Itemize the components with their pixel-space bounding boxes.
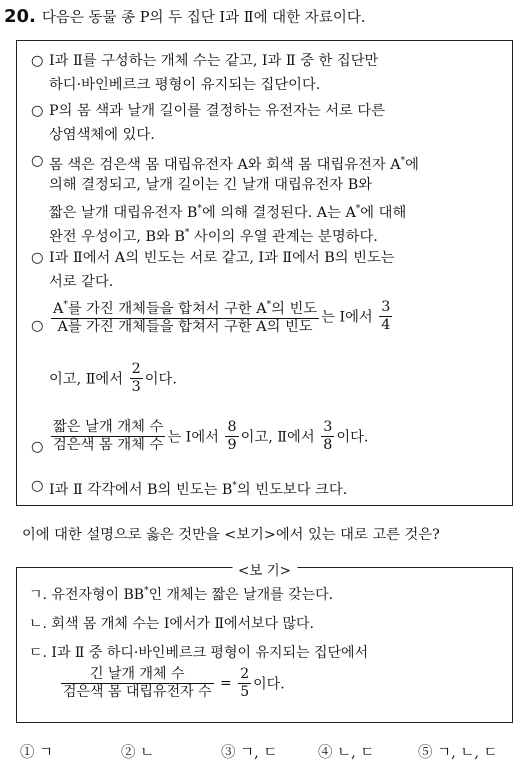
population-1-wing-ratio: $\frac{8}{9}$ [227, 419, 237, 453]
bullet-circle-icon: ○ [31, 318, 44, 334]
data-item-2-line-1: P의 몸 색과 날개 길이를 결정하는 유전자는 서로 다른 [49, 103, 386, 119]
data-item-3-line-2: 의해 결정되고, 날개 길이는 긴 날개 대립유전자 B와 [49, 177, 373, 193]
population-1-ratio-value: $\frac{3}{4}$ [381, 299, 391, 333]
bogi-title: <보 기> [232, 559, 297, 579]
choice-4[interactable]: ④ ㄴ, ㄷ [318, 745, 375, 761]
data-item-1-line-1: Ⅰ과 Ⅱ를 구성하는 개체 수는 같고, Ⅰ과 Ⅱ 중 한 집단만 [49, 53, 379, 69]
bullet-circle-icon: ○ [31, 250, 44, 266]
bogi-item-3: ㄷ. Ⅰ과 Ⅱ 중 하디·바인베르크 평형이 유지되는 집단에서 [29, 645, 369, 661]
bullet-circle-icon: ○ [31, 53, 44, 69]
bullet-circle-icon: ○ [31, 439, 44, 455]
bogi-item-2: ㄴ. 회색 몸 개체 수는 Ⅰ에서가 Ⅱ에서보다 많다. [29, 616, 315, 632]
bogi-box [16, 563, 513, 723]
bogi-ratio-value: $\frac{2}{5}$ [240, 666, 250, 700]
data-item-6-fraction-row: $\frac{\text{짧은 날개 개체 수}}{\text{검은색 몸 개체 수}}$ 는 Ⅰ에서 $\frac{8}{9}$ 이고, Ⅱ에서 $\frac{3}{8}$ 이다. [53, 419, 369, 453]
bullet-circle-icon: ○ [31, 478, 44, 494]
question-title [4, 6, 365, 27]
bullet-circle-icon: ○ [31, 153, 44, 169]
population-2-ratio-value: $\frac{2}{3}$ [131, 361, 141, 395]
data-item-5-line-2: 이고, Ⅱ에서 $\frac{2}{3}$ 이다. [49, 361, 177, 395]
choice-2[interactable]: ② ㄴ [121, 745, 155, 761]
bogi-item-3-fraction-row: $\frac{\text{긴 날개 개체 수}}{\text{검은색 몸 대립유전자 수}}$ = $\frac{2}{5}$ 이다. [63, 666, 285, 700]
long-wing-to-allele-ratio: $\frac{\text{긴 날개 개체 수}}{\text{검은색 몸 대립유전자 수}}$ [63, 666, 212, 700]
data-item-7-line-1: Ⅰ과 Ⅱ 각각에서 B의 빈도는 B*의 빈도보다 크다. [49, 481, 348, 498]
data-item-4-line-1: Ⅰ과 Ⅱ에서 A의 빈도는 서로 같고, Ⅰ과 Ⅱ에서 B의 빈도는 [49, 250, 395, 266]
data-box [16, 40, 513, 506]
bullet-circle-icon: ○ [31, 103, 44, 119]
data-item-5-fraction-row: $\frac{A^*를 가진 개체들을 합쳐서 구한 A^*의 빈도}{\text{A를 가진 개체들을 합쳐서 구한 A의 빈도}}$ 는 Ⅰ에서 $\frac{3}{4}$ [53, 299, 391, 335]
question-stem: 다음은 동물 종 P의 두 집단 Ⅰ과 Ⅱ에 대한 자료이다. [41, 10, 366, 26]
data-item-3-line-1: 몸 색은 검은색 몸 대립유전자 A와 회색 몸 대립유전자 A*에 [49, 156, 419, 173]
population-2-wing-ratio: $\frac{3}{8}$ [323, 419, 333, 453]
question-number: 20. [4, 6, 36, 27]
answer-choices [0, 741, 531, 763]
wing-to-body-ratio: $\frac{\text{짧은 날개 개체 수}}{\text{검은색 몸 개체 수}}$ [53, 419, 164, 453]
data-item-4-line-2: 서로 같다. [49, 274, 114, 290]
bogi-item-1: ㄱ. 유전자형이 BB*인 개체는 짧은 날개를 갖는다. [29, 586, 334, 603]
choice-3[interactable]: ③ ㄱ, ㄷ [221, 745, 278, 761]
data-item-3-line-3: 짧은 날개 대립유전자 B*에 의해 결정된다. A는 A*에 대해 [49, 204, 407, 221]
question-prompt: 이에 대한 설명으로 옳은 것만을 <보기>에서 있는 대로 고른 것은? [22, 527, 440, 543]
choice-5[interactable]: ⑤ ㄱ, ㄴ, ㄷ [418, 745, 498, 761]
data-item-2-line-2: 상염색체에 있다. [49, 127, 155, 143]
data-item-3-line-4: 완전 우성이고, B와 B* 사이의 우열 관계는 분명하다. [49, 228, 378, 245]
allele-frequency-ratio: $\frac{A^*를 가진 개체들을 합쳐서 구한 A^*의 빈도}{\text{A를 가진 개체들을 합쳐서 구한 A의 빈도}}$ [51, 297, 319, 336]
data-item-1-line-2: 하디·바인베르크 평형이 유지되는 집단이다. [49, 77, 321, 93]
choice-1[interactable]: ① ㄱ [20, 745, 54, 761]
